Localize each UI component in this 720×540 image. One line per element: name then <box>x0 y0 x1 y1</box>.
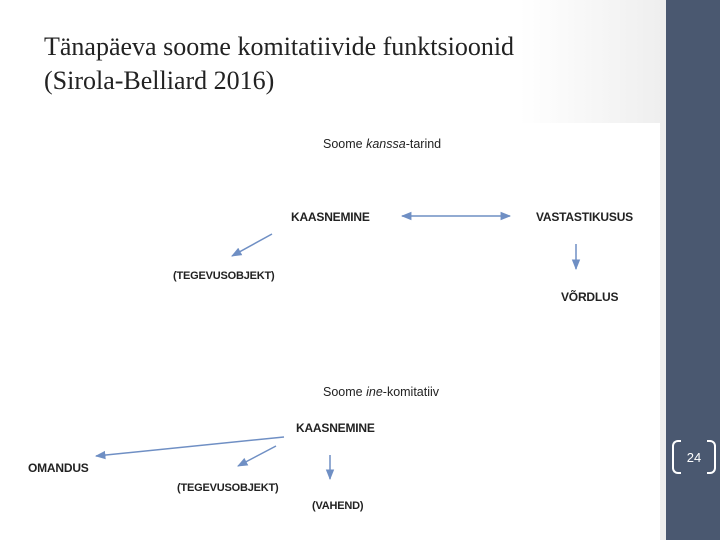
bottom-diagram-caption <box>323 385 439 399</box>
top-diagram-caption <box>323 137 441 151</box>
slide-title <box>44 30 644 98</box>
arrow-kaasnemine-omandus <box>96 437 284 456</box>
arrow-kaasnemine-tegevusobjekt-bottom <box>238 446 276 466</box>
node-kaasnemine-top: KAASNEMINE <box>291 210 370 224</box>
node-omandus: OMANDUS <box>28 461 89 475</box>
diagram-arrows <box>0 123 660 540</box>
page-number-badge <box>672 440 716 476</box>
diagram-figure <box>0 123 660 540</box>
bottom-caption-suffix: -komitatiiv <box>382 385 440 399</box>
node-kaasnemine-bottom: KAASNEMINE <box>296 421 375 435</box>
title-line-1: Tänapäeva soome komitatiivide funktsioonid <box>44 32 515 61</box>
node-tegevusobjekt-top: (TEGEVUSOBJEKT) <box>173 270 275 282</box>
node-tegevusobjekt-bottom: (TEGEVUSOBJEKT) <box>177 482 279 494</box>
node-vastastikusus: VASTASTIKUSUS <box>536 210 633 224</box>
title-line-2: (Sirola-Belliard 2016) <box>44 65 275 95</box>
bottom-caption-prefix: Soome <box>323 385 367 399</box>
arrow-kaasnemine-tegevusobjekt-top <box>232 234 272 256</box>
node-vahend: (VAHEND) <box>312 500 364 512</box>
top-caption-prefix: Soome <box>323 137 367 151</box>
top-caption-suffix: -tarind <box>405 137 442 151</box>
bottom-caption-emphasis: ine <box>366 385 383 399</box>
page-number: 24 <box>686 450 702 465</box>
top-caption-emphasis: kanssa <box>366 137 406 151</box>
node-vordlus: VÕRDLUS <box>561 290 619 304</box>
